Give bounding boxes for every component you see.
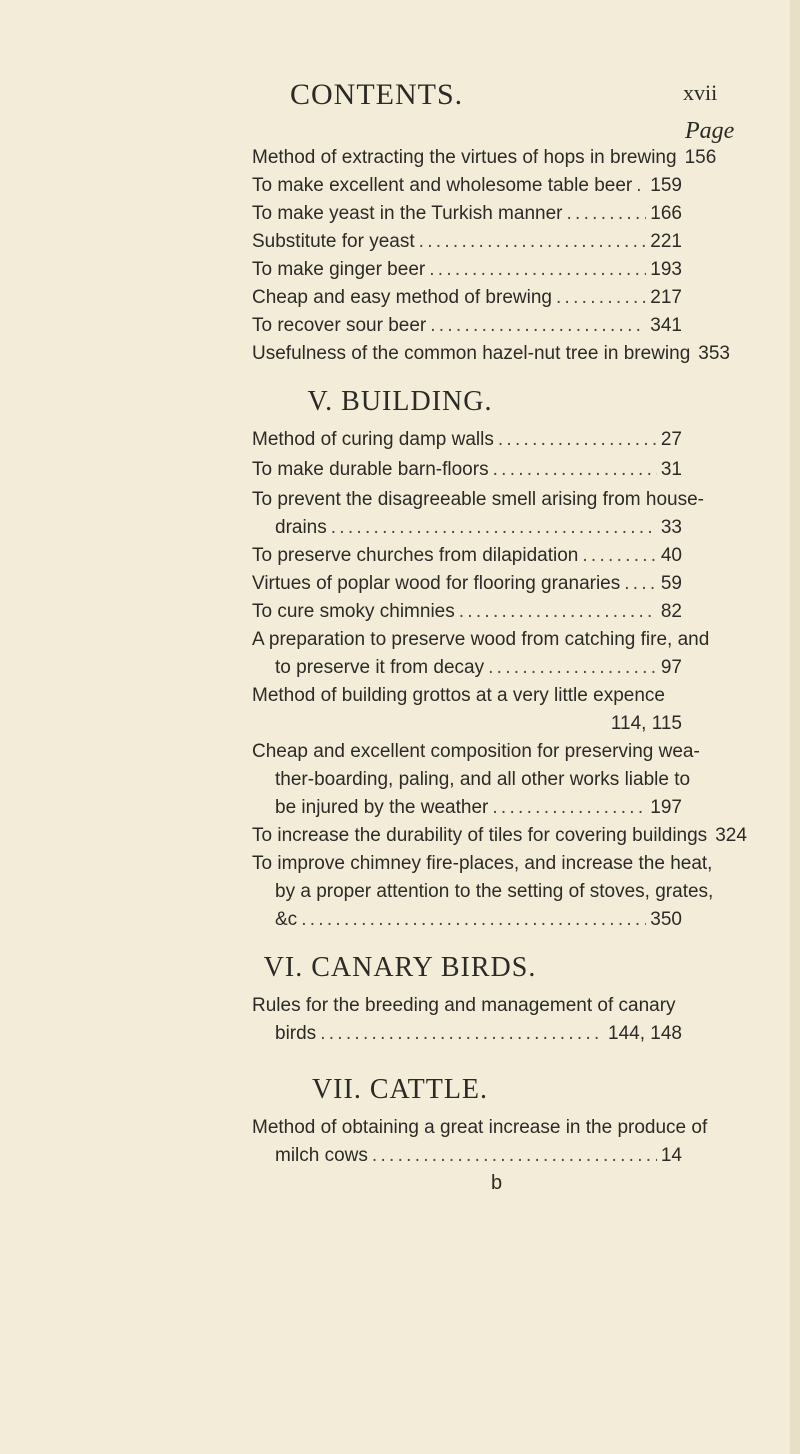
toc-entry: Method of curing damp walls . . . 27: [252, 426, 682, 454]
page-column-label: Page: [685, 118, 735, 144]
toc-entry: Usefulness of the common hazel-nut tree in brewing 353: [252, 343, 730, 364]
toc-entry-continuation: ther-boarding, paling, and all other works liable to: [275, 769, 691, 790]
section-heading-building: V. BUILDING.: [307, 386, 493, 417]
running-header: [0, 78, 800, 118]
page-title: CONTENTS.: [290, 78, 464, 111]
page-edge: [790, 0, 800, 1454]
toc-entry: Rules for the breeding and management of canary: [252, 995, 676, 1016]
toc-entry-continuation: birds . . . 144, 148: [275, 1020, 682, 1048]
toc-entry: Virtues of poplar wood for flooring granaries . . . 59: [252, 570, 682, 598]
toc-entry: To improve chimney fire-places, and increase the heat,: [252, 853, 713, 874]
toc-entry-continuation: milch cows . . . 14: [275, 1142, 682, 1170]
toc-entry: Cheap and easy method of brewing . . . 217: [252, 284, 682, 312]
toc-entry-continuation: to preserve it from decay . . . 97: [275, 654, 682, 682]
toc-entry: Method of obtaining a great increase in the produce of: [252, 1117, 708, 1138]
toc-entry: To make excellent and wholesome table beer . . . 159: [252, 172, 682, 200]
toc-entry: Substitute for yeast . . . 221: [252, 228, 682, 256]
toc-entry-continuation: &c . . . 350: [275, 906, 682, 934]
toc-entry: To prevent the disagreeable smell arising from house-: [252, 489, 705, 510]
signature-mark: b: [491, 1172, 503, 1194]
toc-entry-continuation: 114, 115: [610, 713, 682, 734]
toc-entry: Method of extracting the virtues of hops in brewing 156: [252, 147, 717, 168]
toc-entry-continuation: be injured by the weather . . . 197: [275, 794, 682, 822]
toc-entry: To cure smoky chimnies . . . 82: [252, 598, 682, 626]
toc-entry-continuation: drains . . . 33: [275, 514, 682, 542]
toc-entry: To make ginger beer . . . 193: [252, 256, 682, 284]
toc-entry: A preparation to preserve wood from catching fire, and: [252, 629, 710, 650]
toc-entry: To preserve churches from dilapidation . . . 40: [252, 542, 682, 570]
toc-entry-continuation: by a proper attention to the setting of stoves, grates,: [275, 881, 714, 902]
toc-entry: Cheap and excellent composition for preserving wea-: [252, 741, 700, 762]
toc-entry: To increase the durability of tiles for covering buildings 324: [252, 825, 747, 846]
toc-entry: Method of building grottos at a very little expence: [252, 685, 665, 706]
toc-entry: To make yeast in the Turkish manner . . . 166: [252, 200, 682, 228]
toc-entry: To recover sour beer . . . 341: [252, 312, 682, 340]
toc-entry: To make durable barn-floors . . . 31: [252, 456, 682, 484]
folio-number: xvii: [683, 80, 718, 105]
section-heading-cattle: VII. CATTLE.: [311, 1074, 489, 1105]
section-heading-canary-birds: VI. CANARY BIRDS.: [263, 952, 537, 983]
